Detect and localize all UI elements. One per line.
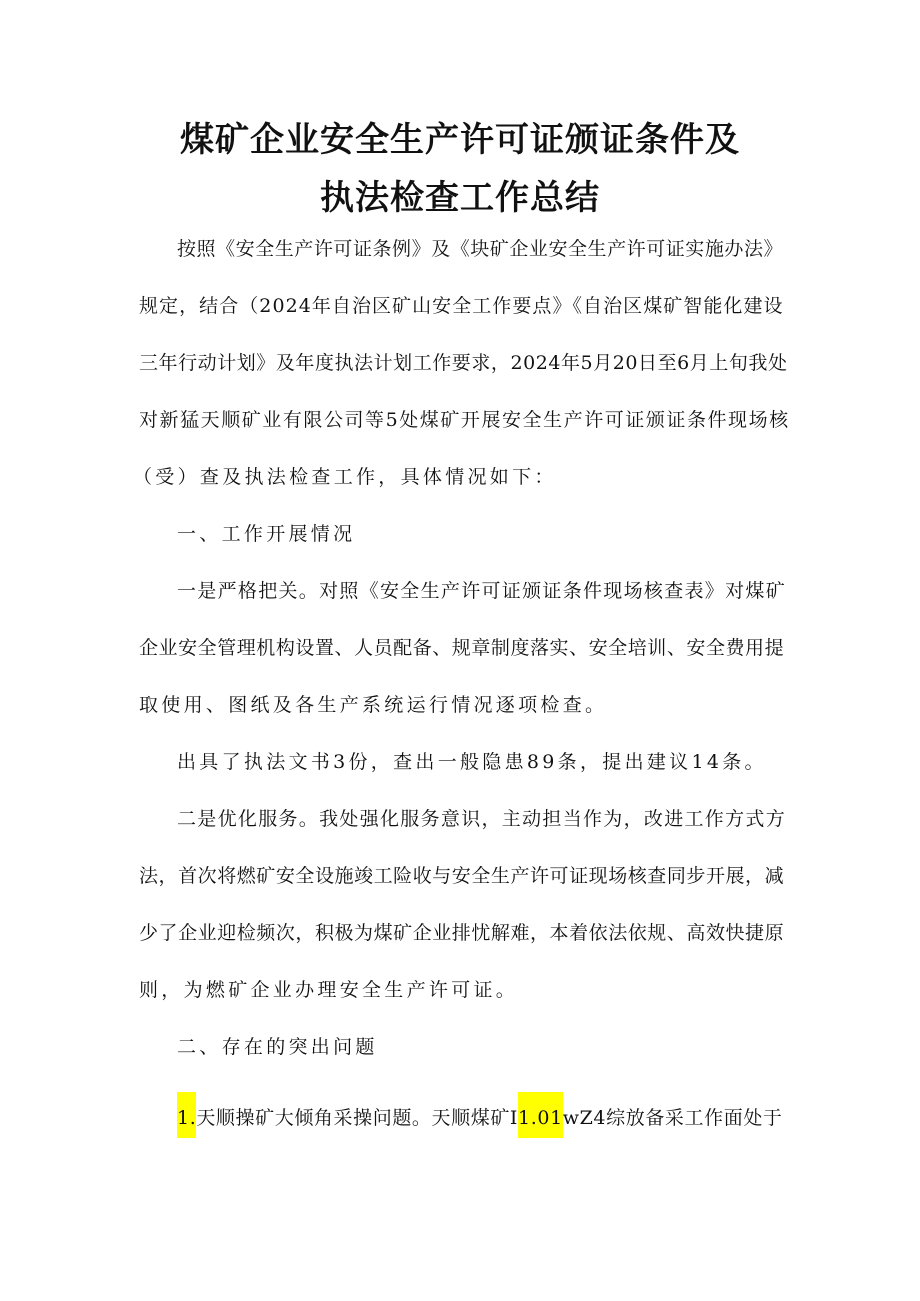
item-1-text-b: wZ4综放备采工作面处于 — [562, 1107, 783, 1129]
para-1-line-2: 企业安全管理机构设置、人员配备、规章制度落实、安全培训、安全费用提 — [139, 637, 785, 659]
para-2: 出具了执法文书3份，查出一般隐患89条，提出建议14条。 — [177, 751, 767, 773]
para-1-line-3: 取使用、图纸及各生产系统运行情况逐项检查。 — [139, 694, 608, 716]
item-1-number-highlight: 1. — [177, 1092, 196, 1138]
document-title-line-2: 执法检查工作总结 — [320, 178, 600, 218]
intro-line-2: 规定，结合（2024年自治区矿山安全工作要点》《自治区煤矿智能化建设 — [139, 295, 784, 317]
section-1-heading: 一、工作开展情况 — [177, 523, 356, 545]
item-1-line — [177, 1092, 783, 1138]
item-1-code-highlight: 1.01 — [518, 1092, 563, 1138]
para-3-line-4: 则，为燃矿企业办理安全生产许可证。 — [139, 979, 519, 1001]
para-3-line-2: 法，首次将燃矿安全设施竣工险收与安全生产许可证现场核查同步开展，减 — [139, 865, 785, 887]
document-title-line-1: 煤矿企业安全生产许可证颁证条件及 — [180, 120, 740, 160]
intro-line-4: 对新猛天顺矿业有限公司等5处煤矿开展安全生产许可证颁证条件现场核 — [139, 409, 790, 431]
intro-line-5: （受）查及执法检查工作，具体情况如下： — [133, 466, 557, 488]
intro-line-1: 按照《安全生产许可证条例》及《块矿企业安全生产许可证实施办法》 — [177, 238, 784, 260]
section-2-heading: 二、存在的突出问题 — [177, 1036, 378, 1058]
item-1-text-a: 天顺操矿大倾角采操问题。天顺煤矿I — [196, 1107, 519, 1129]
para-3-line-1: 二是优化服务。我处强化服务意识，主动担当作为，改进工作方式方 — [177, 808, 787, 830]
para-1-line-1: 一是严格把关。对照《安全生产许可证颁证条件现场核查表》对煤矿 — [177, 580, 787, 602]
intro-line-3: 三年行动计划》及年度执法计划工作要求，2024年5月20日至6月上旬我处 — [139, 352, 788, 374]
para-3-line-3: 少了企业迎检频次，积极为煤矿企业排忧解难，本着依法依规、高效快捷原 — [139, 922, 785, 944]
